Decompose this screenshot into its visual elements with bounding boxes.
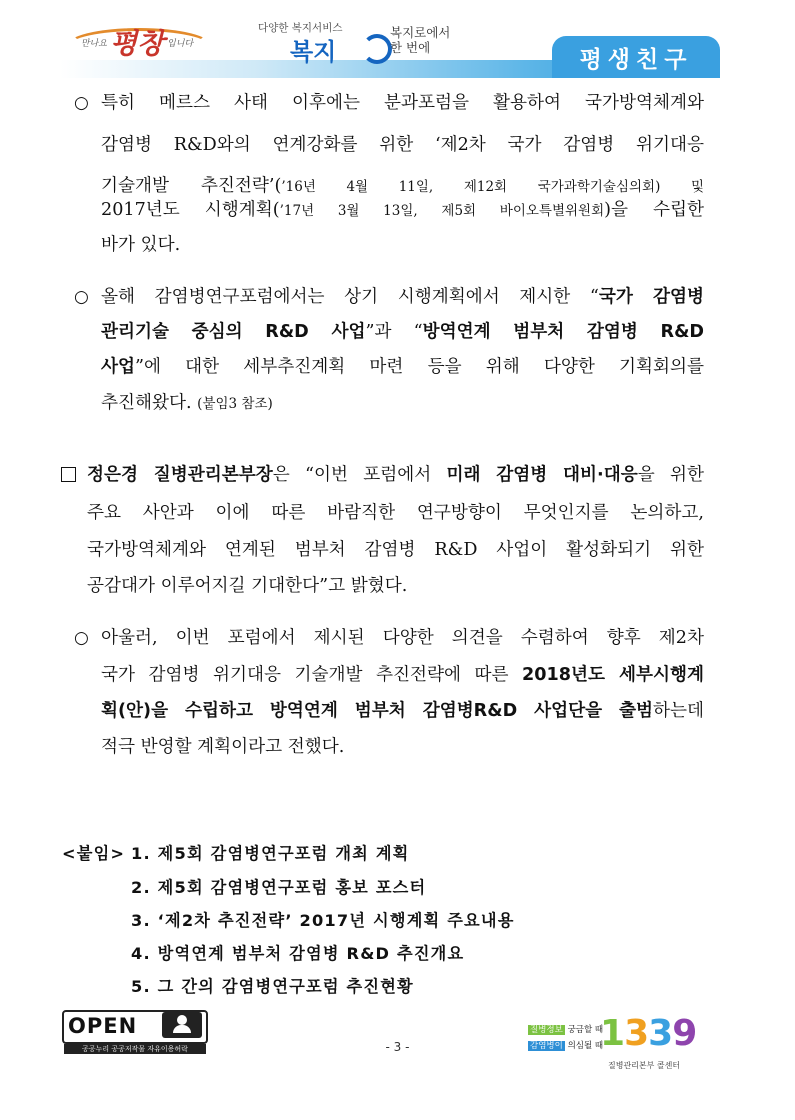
logo-small-text-b: 입니다 bbox=[167, 38, 194, 49]
p1-line-4b: ’17년 3월 13일, 제5회 바이오특별위원회 bbox=[279, 203, 605, 219]
bokjiro-logo bbox=[250, 20, 470, 64]
bokjiro-slogan bbox=[390, 25, 450, 55]
p2-line-2b: ”과 “ bbox=[365, 322, 423, 342]
p3-line-1a: 정은경 질병관리본부장 bbox=[87, 465, 273, 485]
square-bullet bbox=[61, 467, 76, 482]
hotline-tag-2a: 감염병이 bbox=[530, 1041, 563, 1051]
hotline-number bbox=[600, 1012, 696, 1056]
circle-bullet: ○ bbox=[74, 93, 89, 113]
person-icon bbox=[162, 1012, 202, 1038]
attachment-item-5: 5. 그 간의 감염병연구포럼 추진현황 bbox=[131, 977, 414, 996]
open-caption: 공공누리 공공저작물 자유이용허락 bbox=[64, 1044, 206, 1054]
p2-line-4a: 추진해왔다. bbox=[101, 393, 198, 413]
p2-line-1b: 국가 감염병 bbox=[598, 287, 704, 307]
bokjiro-slogan-line-1: 복지로에서 bbox=[390, 25, 451, 40]
p2-line-3b: ”에 대한 세부추진계획 마련 등을 위해 다양한 기획회의를 bbox=[135, 357, 704, 377]
p1-line-3b: ’16년 4월 11일, 제12회 국가과학기술심의회 bbox=[281, 179, 656, 195]
p2-line-4b: (붙임3 참조) bbox=[197, 396, 273, 412]
p2-line-2a: 관리기술 중심의 R&D 사업 bbox=[101, 322, 366, 342]
hotline-digit-3: 3 bbox=[648, 1013, 673, 1054]
header-tab bbox=[552, 36, 720, 78]
circle-bullet: ○ bbox=[74, 287, 89, 307]
p2-line-3a: 사업 bbox=[101, 357, 135, 377]
hotline-digit-2: 3 bbox=[624, 1013, 649, 1054]
p4-line-3b: 하는데 bbox=[653, 701, 704, 721]
attachments-label: <붙임> bbox=[62, 844, 126, 863]
attachment-item-3: 3. ‘제2차 추진전략’ 2017년 시행계획 주요내용 bbox=[131, 911, 515, 930]
hotline-tag-2b: 의심될 때 bbox=[567, 1041, 604, 1051]
hotline-tag-1a: 질병정보 bbox=[530, 1025, 563, 1035]
p2-line-2 bbox=[101, 320, 704, 344]
attachment-item-4: 4. 방역연계 범부처 감염병 R&D 추진개요 bbox=[131, 944, 465, 963]
p1-line-3c: ) 및 bbox=[655, 179, 704, 195]
bokjiro-slogan-line-2: 한 번에 bbox=[390, 40, 431, 55]
p2-line-1 bbox=[101, 285, 704, 309]
p4-line-3a: 획(안)을 수립하고 방역연계 범부처 감염병R&D 사업단을 출범 bbox=[101, 701, 653, 721]
p3-line-1b: 은 “이번 포럼에서 bbox=[272, 465, 447, 485]
p4-line-2a: 국가 감염병 위기대응 기술개발 추진전략에 따른 bbox=[101, 665, 523, 685]
hotline-1339-logo bbox=[528, 1012, 708, 1074]
open-word: OPEN bbox=[68, 1014, 138, 1038]
kogl-open-logo bbox=[62, 1010, 208, 1054]
page-number: - 3 - bbox=[385, 1040, 410, 1054]
p1-line-3a: 기술개발 추진전략’( bbox=[101, 176, 282, 196]
page-header bbox=[0, 0, 795, 85]
person-head bbox=[177, 1015, 187, 1025]
bokjiro-brand: 복지 bbox=[290, 38, 337, 66]
header-tab-label: 평생친구 bbox=[579, 46, 693, 73]
p4-line-4: 적극 반영할 계획이라고 전했다. bbox=[101, 737, 345, 757]
p1-line-2: 감염병 R&D와의 연계강화를 위한 ‘제2차 국가 감염병 위기대응 bbox=[101, 135, 704, 155]
logo-main-text: 평창 bbox=[109, 27, 165, 60]
p3-line-1c: 미래 감염병 대비·대응 bbox=[446, 465, 638, 485]
p1-line-4 bbox=[101, 198, 704, 223]
p4-line-1: 아울러, 이번 포럼에서 제시된 다양한 의견을 수렴하여 향후 제2차 bbox=[101, 628, 704, 648]
p3-line-3: 국가방역체계와 연계된 범부처 감염병 R&D 사업이 활성화되기 위한 bbox=[87, 540, 704, 560]
p4-line-3 bbox=[101, 699, 704, 723]
p2-line-3 bbox=[101, 355, 704, 379]
hotline-tag-1 bbox=[528, 1024, 603, 1037]
p3-line-1 bbox=[87, 463, 704, 487]
p1-line-3 bbox=[101, 174, 704, 199]
p3-line-4: 공감대가 이루어지길 기대한다”고 밝혔다. bbox=[87, 576, 408, 596]
hotline-caption: 질병관리본부 콜센터 bbox=[608, 1061, 681, 1070]
logo-small-text-a: 만나요 bbox=[80, 38, 107, 49]
hotline-tag-1b: 궁금할 때 bbox=[567, 1025, 604, 1035]
p2-line-1a: 올해 감염병연구포럼에서는 상기 시행계획에서 제시한 “ bbox=[101, 287, 599, 307]
p3-line-1d: 을 위한 bbox=[637, 465, 704, 485]
hotline-tag-2 bbox=[528, 1040, 603, 1053]
attachment-item-1: 1. 제5회 감염병연구포럼 개최 계획 bbox=[131, 844, 410, 863]
p1-line-5: 바가 있다. bbox=[101, 235, 181, 255]
bokjiro-circle-icon bbox=[362, 34, 392, 64]
hotline-digit-4: 9 bbox=[672, 1013, 697, 1054]
p1-line-1: 특히 메르스 사태 이후에는 분과포럼을 활용하여 국가방역체계와 bbox=[101, 93, 704, 113]
p4-line-2 bbox=[101, 663, 704, 687]
attachment-item-2: 2. 제5회 감염병연구포럼 홍보 포스터 bbox=[131, 878, 427, 897]
p2-line-4 bbox=[101, 391, 704, 416]
p3-line-2: 주요 사안과 이에 따른 바람직한 연구방향이 무엇인지를 논의하고, bbox=[87, 503, 704, 523]
circle-bullet: ○ bbox=[74, 628, 89, 648]
p2-line-2c: 방역연계 범부처 감염병 R&D bbox=[422, 322, 705, 342]
p1-line-4c: )을 수립한 bbox=[604, 200, 704, 220]
person-body bbox=[173, 1025, 191, 1033]
pyeongchang-logo bbox=[62, 22, 212, 62]
hotline-digit-1: 1 bbox=[600, 1013, 625, 1054]
p1-line-4a: 2017년도 시행계획( bbox=[101, 200, 280, 220]
p4-line-2b: 2018년도 세부시행계 bbox=[522, 665, 705, 685]
bokjiro-tagline: 다양한 복지서비스 bbox=[258, 22, 343, 34]
